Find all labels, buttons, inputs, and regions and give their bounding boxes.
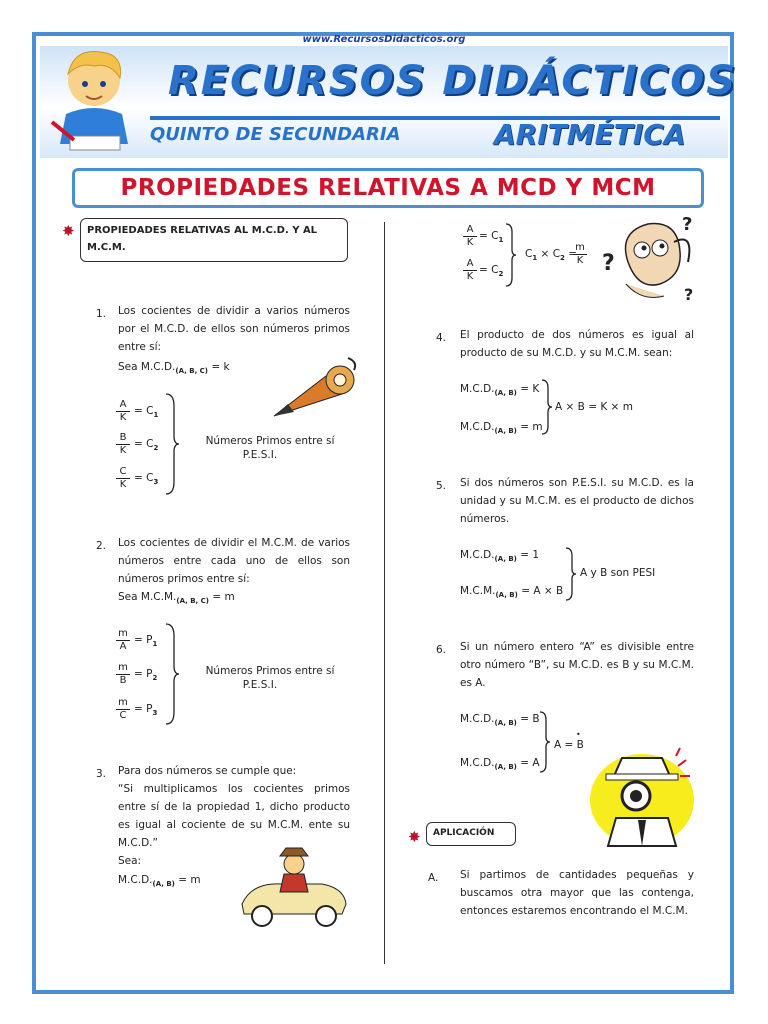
item-number: 2. xyxy=(96,540,107,552)
fraction-result: = $P_1$ xyxy=(134,634,158,649)
confused-man-icon xyxy=(598,212,708,308)
brand-title: RECURSOS DIDÁCTICOS xyxy=(168,58,738,104)
note-line: Números Primos entre sí xyxy=(205,665,335,677)
website-url[interactable]: www.RecursosDidacticos.org xyxy=(302,34,466,45)
mcd-line: $M.C.D._{(A, B)} = m$ xyxy=(118,874,201,889)
fraction: $\frac{m}{C}$ xyxy=(116,697,130,722)
note-line: P.E.S.I. xyxy=(242,449,278,461)
fraction-result: = $C_2$ xyxy=(479,264,504,279)
fraction: $\frac{m}{K}$ xyxy=(573,242,587,267)
section-heading: PROPIEDADES RELATIVAS AL M.C.D. Y AL M.C.M. xyxy=(80,218,348,262)
item-number: 4. xyxy=(436,332,447,344)
subject-label: ARITMÉTICA xyxy=(494,118,686,151)
product-expression: $C_1 \times C_2$ = xyxy=(525,248,578,263)
fraction: $\frac{B}{K}$ xyxy=(116,432,130,457)
equation-line: $M.C.D._{(A, B)} = A$ xyxy=(460,757,540,772)
item-text: Si dos números son P.E.S.I. su M.C.D. es la unidad y su M.C.M. es el producto de dichos números. xyxy=(460,477,694,525)
equation-line: $M.C.M._{(A, B)} = A \times B$ xyxy=(460,585,564,600)
item-number: 5. xyxy=(436,480,447,492)
fraction-result: = $C_3$ xyxy=(134,472,159,487)
item-quote: “Si multiplicamos los cocientes primos entre sí de la propiedad 1, dicho producto es igual al cociente de su M.C.M. ente su M.C.D.” xyxy=(118,783,350,849)
grade-label: QUINTO DE SECUNDARIA xyxy=(150,124,401,145)
equation-line: $M.C.D._{(A, B)} = B$ xyxy=(460,713,540,728)
fraction-result: = $P_3$ xyxy=(134,703,158,718)
result-expression: A × B = K × m xyxy=(555,401,633,413)
fraction-result: = $C_1$ xyxy=(134,405,159,420)
fraction-result: = $C_1$ xyxy=(479,230,504,245)
equation-line: $M.C.D._{(A, B)} = 1$ xyxy=(460,549,540,564)
detective-magnifier-icon xyxy=(586,740,698,850)
item-lead: Para dos números se cumple que: xyxy=(118,765,297,777)
column-divider xyxy=(384,222,385,964)
svg-text:?: ? xyxy=(682,214,693,235)
result-expression: A = B xyxy=(554,739,584,751)
fraction-result: = $P_2$ xyxy=(134,668,158,683)
sea-label: Sea: xyxy=(118,855,142,867)
right-brace-icon xyxy=(164,622,180,726)
star-bullet-icon: ✸ xyxy=(62,222,75,240)
fraction: $\frac{C}{K}$ xyxy=(116,466,130,491)
cartoon-car-icon xyxy=(232,842,352,932)
star-bullet-icon: ✸ xyxy=(408,828,421,846)
right-brace-icon xyxy=(504,222,518,288)
item-number: A. xyxy=(428,872,439,884)
fraction: $\frac{A}{K}$ xyxy=(116,399,130,424)
item-number: 1. xyxy=(96,308,107,320)
item-number: 3. xyxy=(96,768,107,780)
item-text: Si partimos de cantidades pequeñas y buscamos otra mayor que las contenga, entonces estaremos encontrando el M.C.M. xyxy=(460,869,694,917)
fraction-result: = $C_2$ xyxy=(134,438,159,453)
fraction: $\frac{m}{B}$ xyxy=(116,662,130,687)
fraction: $\frac{A}{K}$ xyxy=(463,258,477,283)
student-mascot-icon xyxy=(44,44,140,156)
svg-text:?: ? xyxy=(684,285,694,304)
application-heading: APLICACIÓN xyxy=(426,822,516,846)
right-brace-icon xyxy=(540,378,554,436)
page-title-box xyxy=(72,168,704,208)
page-title: PROPIEDADES RELATIVAS A MCD Y MCM xyxy=(120,175,656,201)
pencil-sharpener-icon xyxy=(266,354,366,424)
item-text: Si un número entero “A” es divisible entre otro número “B”, su M.C.D. es B y su M.C.M. es A. xyxy=(460,641,694,689)
sea-line: Sea $M.C.D._{(A, B, C)} = k$ xyxy=(118,361,230,376)
fraction: $\frac{m}{A}$ xyxy=(116,628,130,653)
equation-line: $M.C.D._{(A, B)} = m$ xyxy=(460,421,543,436)
note-line: P.E.S.I. xyxy=(242,679,278,691)
sea-line: Sea $M.C.M._{(A, B, C)} = m$ xyxy=(118,591,235,606)
item-number: 6. xyxy=(436,644,447,656)
right-brace-icon xyxy=(564,546,578,602)
equation-line: $M.C.D._{(A, B)} = K$ xyxy=(460,383,540,398)
right-brace-icon xyxy=(538,710,552,774)
fraction: $\frac{A}{K}$ xyxy=(463,224,477,249)
item-text: Los cocientes de dividir el M.C.M. de varios números entre cada uno de ellos son números primos entre sí: xyxy=(118,537,350,585)
divisibility-dot: • xyxy=(576,730,581,739)
result-expression: A y B son PESI xyxy=(580,567,656,579)
svg-text:?: ? xyxy=(602,251,615,276)
item-text: El producto de dos números es igual al producto de su M.C.D. y su M.C.M. sean: xyxy=(460,329,694,359)
item-text: Los cocientes de dividir a varios números por el M.C.D. de ellos son números primos entre sí: xyxy=(118,305,350,353)
note-line: Números Primos entre sí xyxy=(205,435,335,447)
right-brace-icon xyxy=(164,392,180,496)
